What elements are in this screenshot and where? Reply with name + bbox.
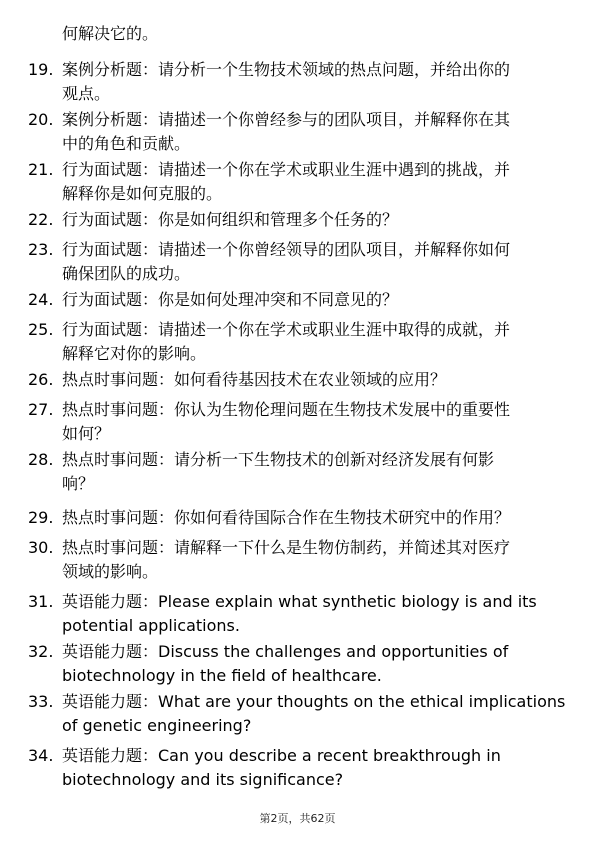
question-text-line: biotechnology and its significance? [62,770,344,789]
question-number: 30. [28,538,54,557]
question-number: 31. [28,592,54,611]
question-text [62,288,562,312]
question-text [62,536,562,584]
question-text-line: 英语能力题：What are your thoughts on the ethical implications [62,692,566,711]
question-text-line: 响？ [62,474,95,493]
question-text-line: 解释它对你的影响。 [62,344,207,363]
question-number: 34. [28,746,54,765]
question-text [62,208,562,232]
question-text [62,744,562,792]
question-number: 20. [28,110,54,129]
question-text-line: of genetic engineering? [62,716,252,735]
question-text-line: 中的角色和贡献。 [62,134,191,153]
question-text-line: 案例分析题：请描述一个你曾经参与的团队项目，并解释你在其 [62,110,511,129]
question-number: 24. [28,290,54,309]
question-number: 21. [28,160,54,179]
question-text [62,108,562,156]
question-text-line: 观点。 [62,84,111,103]
question-text-line: 如何？ [62,424,111,443]
question-number: 29. [28,508,54,527]
question-number: 19. [28,60,54,79]
question-number: 33. [28,692,54,711]
question-text-line: 热点时事问题：请分析一下生物技术的创新对经济发展有何影 [62,450,495,469]
question-number: 32. [28,642,54,661]
continuation-text: 何解决它的。 [62,24,159,43]
question-text-line: 行为面试题：你是如何组织和管理多个任务的？ [62,210,399,229]
question-text-line: 英语能力题：Can you describe a recent breakthrough in [62,746,501,765]
question-text [62,238,562,286]
question-text [62,398,562,446]
question-text [62,448,562,496]
question-text-line: 领域的影响。 [62,562,159,581]
question-text [62,640,562,688]
question-text-line: potential applications. [62,616,240,635]
question-text [62,690,566,738]
question-text-line: 热点时事问题：如何看待基因技术在农业领域的应用？ [62,370,447,389]
question-text-line: 热点时事问题：请解释一下什么是生物仿制药，并简述其对医疗 [62,538,511,557]
question-text-line: 解释你是如何克服的。 [62,184,223,203]
question-text [62,590,562,638]
question-number: 23. [28,240,54,259]
question-text [62,506,562,530]
question-number: 22. [28,210,54,229]
question-text [62,158,562,206]
question-text [62,58,562,106]
question-text-line: 热点时事问题：你如何看待国际合作在生物技术研究中的作用？ [62,508,511,527]
question-text-line: 案例分析题：请分析一个生物技术领域的热点问题，并给出你的 [62,60,511,79]
question-text-line: 行为面试题：请描述一个你曾经领导的团队项目，并解释你如何 [62,240,511,259]
question-text-line: 英语能力题：Please explain what synthetic biology is and its [62,592,537,611]
question-text-line: 英语能力题：Discuss the challenges and opportunities of [62,642,509,661]
question-text-line: biotechnology in the field of healthcare. [62,666,382,685]
question-text [62,368,562,392]
question-number: 27. [28,400,54,419]
question-text-line: 热点时事问题：你认为生物伦理问题在生物技术发展中的重要性 [62,400,511,419]
page-footer: 第2页，共62页 [259,812,336,825]
question-number: 28. [28,450,54,469]
question-number: 25. [28,320,54,339]
question-text [62,318,562,366]
question-text-line: 行为面试题：请描述一个你在学术或职业生涯中遇到的挑战，并 [62,160,511,179]
question-text-line: 行为面试题：你是如何处理冲突和不同意见的？ [62,290,399,309]
question-text-line: 行为面试题：请描述一个你在学术或职业生涯中取得的成就，并 [62,320,511,339]
question-number: 26. [28,370,54,389]
question-text-line: 确保团队的成功。 [62,264,191,283]
